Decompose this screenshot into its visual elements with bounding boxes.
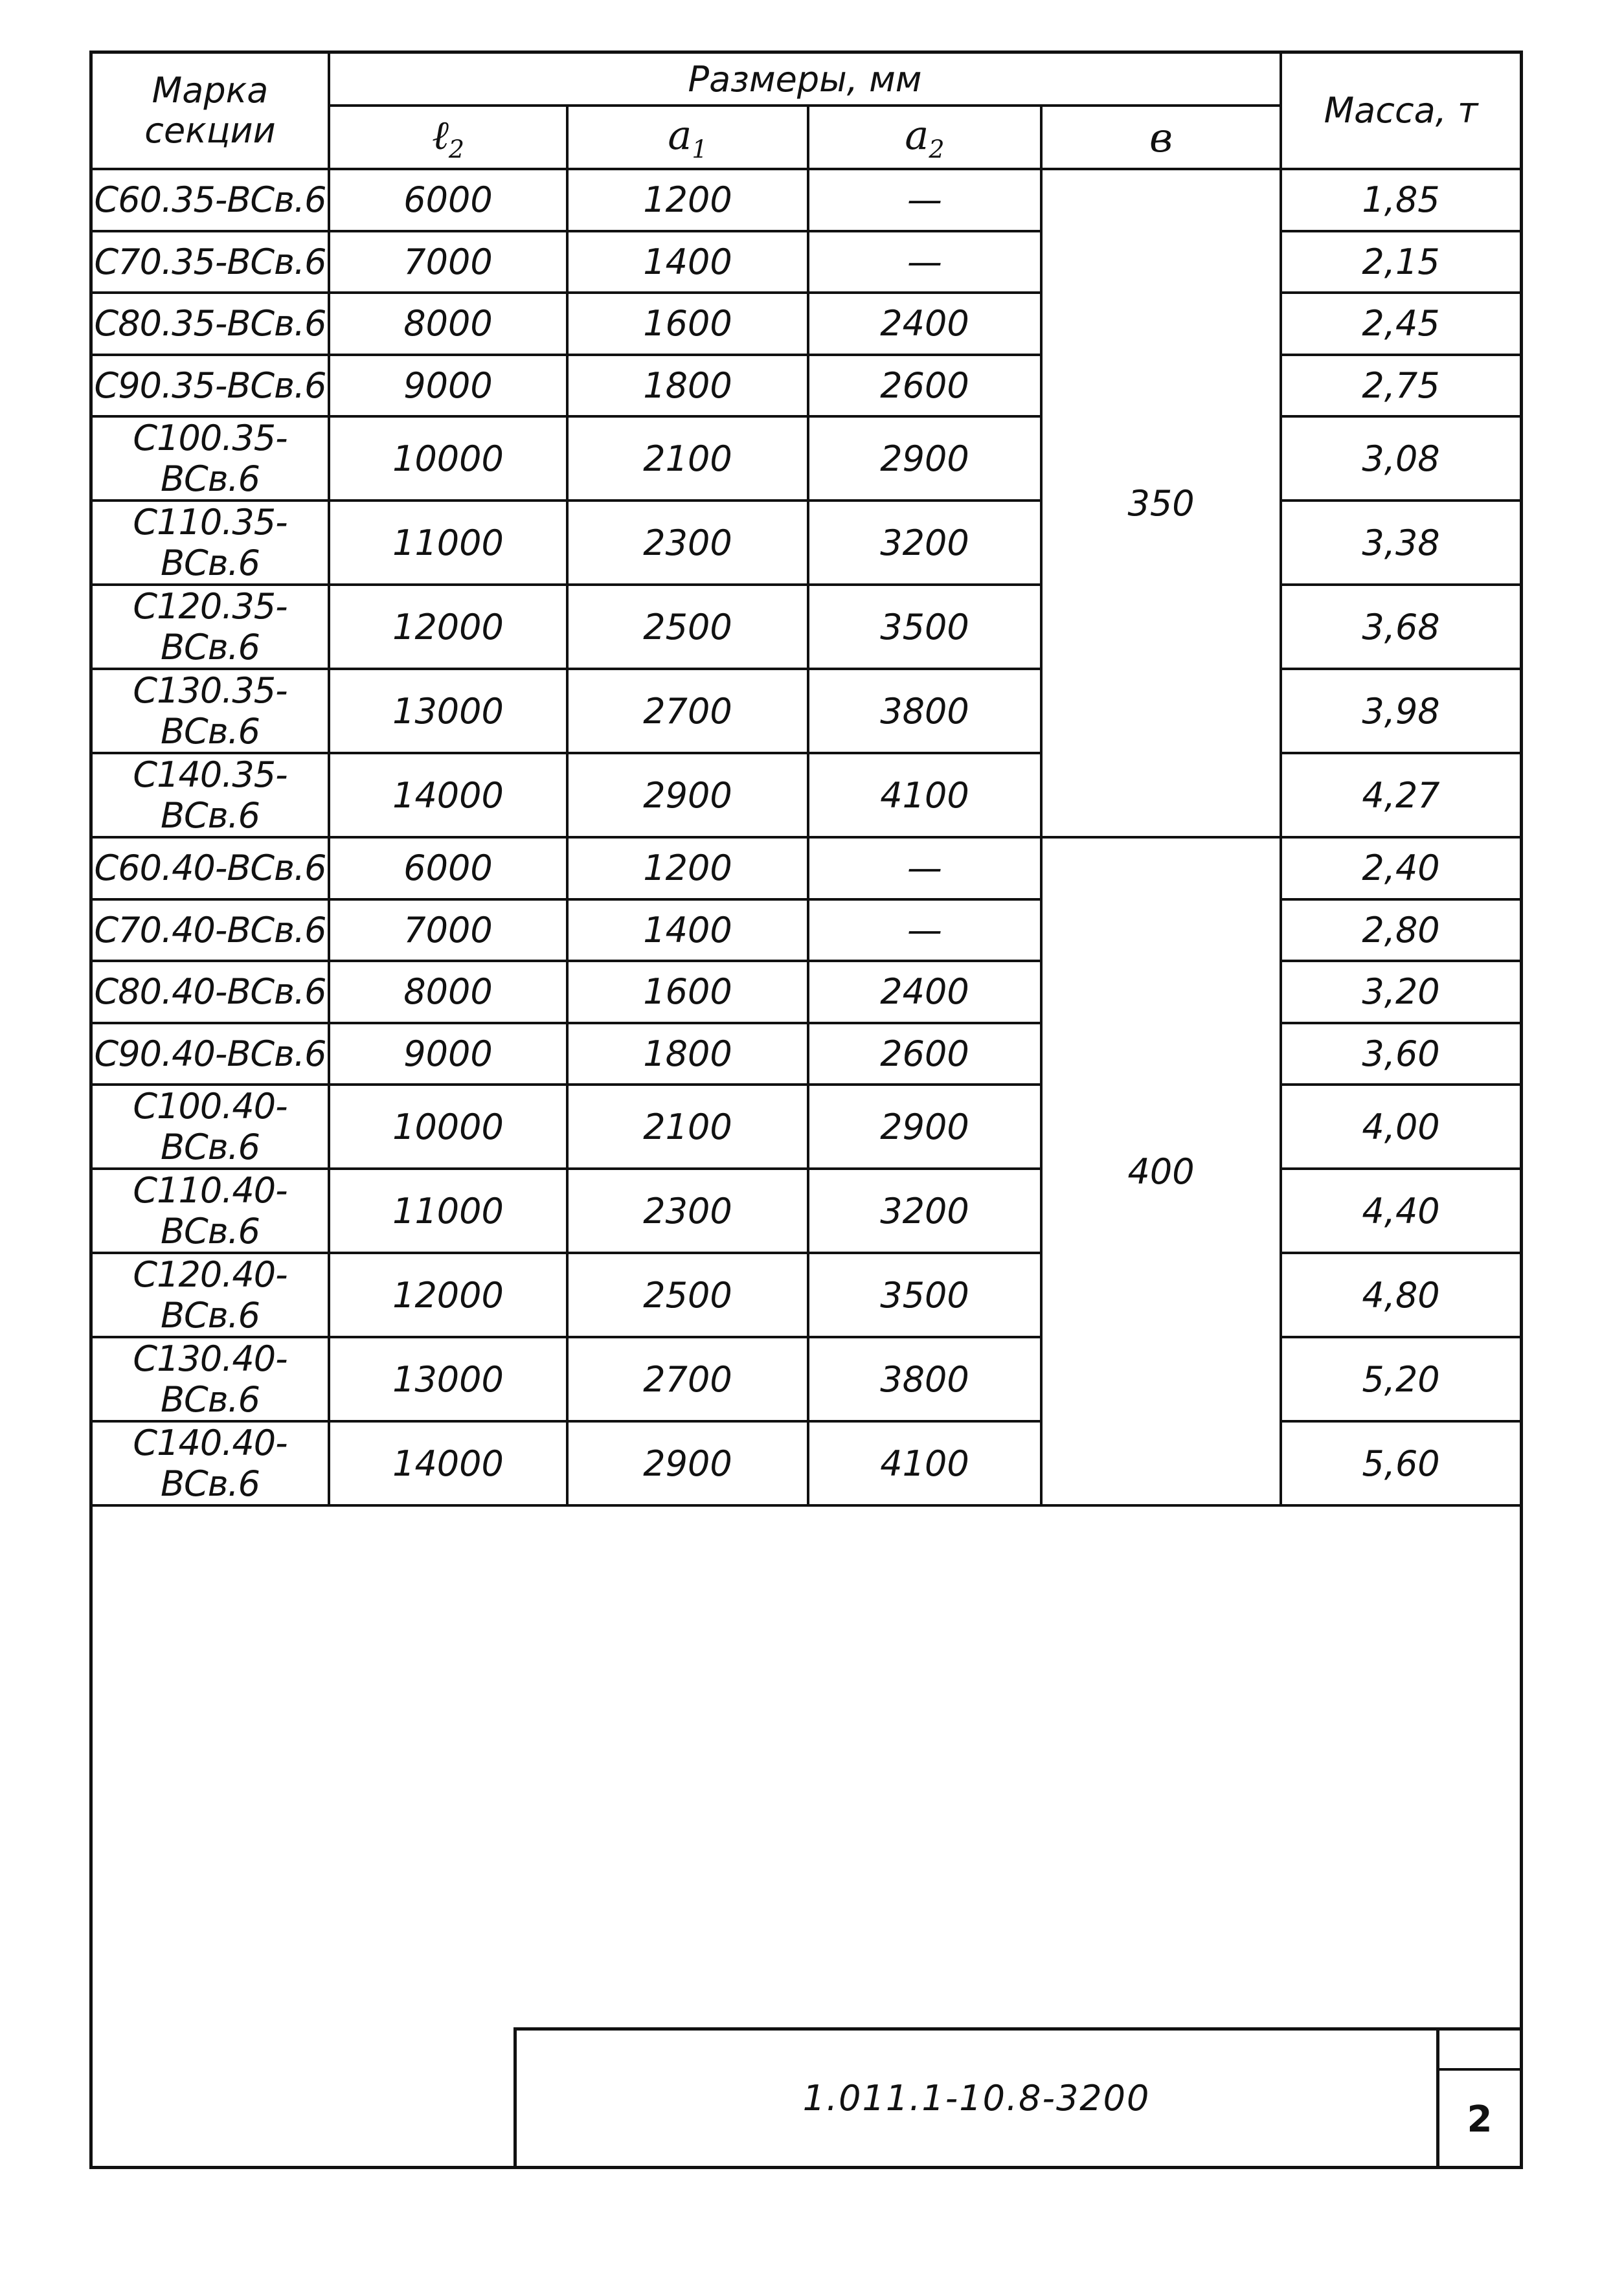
a1-cell: 2100 [567,1085,808,1169]
header-a2: $a_2$ [808,106,1041,169]
header-mass: Масса, т [1281,54,1520,169]
a1-cell: 1800 [567,355,808,417]
mass-cell: 4,80 [1281,1253,1520,1337]
l2-cell: 7000 [329,231,567,293]
section-mark-cell: С130.35-ВСв.6 [93,669,329,753]
table-row [93,416,1520,501]
section-mark-cell: С70.40-ВСв.6 [93,899,329,962]
sections-table [93,54,1520,1507]
a2-cell: 2600 [808,1023,1041,1085]
section-mark-cell: С100.40-ВСв.6 [93,1085,329,1169]
section-mark-cell: С60.40-ВСв.6 [93,837,329,899]
mass-cell: 3,08 [1281,416,1520,501]
mass-cell: 2,15 [1281,231,1520,293]
width-b-cell: 350 [1041,169,1281,837]
a1-cell: 2500 [567,1253,808,1337]
l2-cell: 6000 [329,169,567,231]
mass-cell: 3,68 [1281,585,1520,669]
a1-cell: 1200 [567,169,808,231]
section-mark-cell: С140.35-ВСв.6 [93,753,329,837]
a2-cell: 2600 [808,355,1041,417]
a2-cell: 3200 [808,501,1041,585]
l2-cell: 11000 [329,501,567,585]
l2-cell: 10000 [329,416,567,501]
a1-cell: 2100 [567,416,808,501]
header-a1: $a_1$ [567,106,808,169]
mass-cell: 3,38 [1281,501,1520,585]
section-mark-cell: С90.35-ВСв.6 [93,355,329,417]
a1-cell: 1400 [567,231,808,293]
a2-cell: 3800 [808,669,1041,753]
a2-cell: — [808,899,1041,962]
table-row [93,1085,1520,1169]
l2-cell: 12000 [329,585,567,669]
l2-cell: 8000 [329,293,567,355]
section-mark-cell: С80.40-ВСв.6 [93,961,329,1023]
table-row [93,899,1520,962]
mass-cell: 2,80 [1281,899,1520,962]
a1-cell: 1600 [567,293,808,355]
mass-cell: 4,27 [1281,753,1520,837]
mass-cell: 4,40 [1281,1169,1520,1253]
table-row [93,501,1520,585]
a2-cell: 2900 [808,416,1041,501]
l2-cell: 9000 [329,1023,567,1085]
mass-cell: 3,98 [1281,669,1520,753]
a1-cell: 2700 [567,669,808,753]
section-mark-cell: С80.35-ВСв.6 [93,293,329,355]
mass-cell: 4,00 [1281,1085,1520,1169]
table-row [93,1421,1520,1505]
a2-cell: — [808,169,1041,231]
header-b: в [1041,106,1281,169]
a2-cell: 3500 [808,585,1041,669]
table-row [93,169,1520,231]
l2-cell: 8000 [329,961,567,1023]
a2-cell: 2400 [808,293,1041,355]
l2-cell: 11000 [329,1169,567,1253]
a2-cell: 4100 [808,753,1041,837]
title-block [513,2027,1520,2166]
section-mark-cell: С130.40-ВСв.6 [93,1337,329,1421]
table-row [93,1337,1520,1421]
width-b-cell: 400 [1041,837,1281,1505]
a1-cell: 2900 [567,753,808,837]
a1-cell: 1200 [567,837,808,899]
section-mark-cell: С90.40-ВСв.6 [93,1023,329,1085]
mass-cell: 2,75 [1281,355,1520,417]
a2-cell: 3800 [808,1337,1041,1421]
a1-cell: 1600 [567,961,808,1023]
table-row [93,961,1520,1023]
sheet-number-box [1436,2031,1520,2166]
mass-cell: 1,85 [1281,169,1520,231]
l2-cell: 13000 [329,669,567,753]
section-mark-cell: С140.40-ВСв.6 [93,1421,329,1505]
a1-cell: 1400 [567,899,808,962]
sheet-label-cell [1439,2031,1520,2071]
l2-cell: 10000 [329,1085,567,1169]
table-row [93,355,1520,417]
a2-cell: 2900 [808,1085,1041,1169]
table-row [93,1253,1520,1337]
drawing-sheet [89,51,1523,2169]
l2-cell: 6000 [329,837,567,899]
a2-cell: — [808,231,1041,293]
a2-cell: 3200 [808,1169,1041,1253]
table-row [93,293,1520,355]
a1-cell: 2700 [567,1337,808,1421]
header-l2: ℓ$_2$ [329,106,567,169]
mass-cell: 2,40 [1281,837,1520,899]
section-mark-cell: С120.35-ВСв.6 [93,585,329,669]
table-row [93,669,1520,753]
table-row [93,1169,1520,1253]
l2-cell: 9000 [329,355,567,417]
a1-cell: 2300 [567,1169,808,1253]
table-row [93,1023,1520,1085]
a1-cell: 2900 [567,1421,808,1505]
mass-cell: 5,60 [1281,1421,1520,1505]
header-dimensions: Размеры, мм [329,54,1281,106]
a2-cell: 3500 [808,1253,1041,1337]
section-mark-cell: С100.35-ВСв.6 [93,416,329,501]
section-mark-cell: С60.35-ВСв.6 [93,169,329,231]
section-mark-cell: С110.40-ВСв.6 [93,1169,329,1253]
a1-cell: 2500 [567,585,808,669]
table-row [93,231,1520,293]
l2-cell: 7000 [329,899,567,962]
table-row [93,753,1520,837]
a1-cell: 2300 [567,501,808,585]
header-mark: Марка секции [93,54,329,169]
a1-cell: 1800 [567,1023,808,1085]
mass-cell: 5,20 [1281,1337,1520,1421]
a2-cell: 2400 [808,961,1041,1023]
section-mark-cell: С120.40-ВСв.6 [93,1253,329,1337]
section-mark-cell: С70.35-ВСв.6 [93,231,329,293]
a2-cell: 4100 [808,1421,1041,1505]
l2-cell: 14000 [329,753,567,837]
document-code: 1.011.1-10.8-3200 [802,2078,1151,2119]
mass-cell: 2,45 [1281,293,1520,355]
table-row [93,837,1520,899]
l2-cell: 12000 [329,1253,567,1337]
table-row [93,585,1520,669]
a2-cell: — [808,837,1041,899]
section-mark-cell: С110.35-ВСв.6 [93,501,329,585]
mass-cell: 3,20 [1281,961,1520,1023]
l2-cell: 14000 [329,1421,567,1505]
l2-cell: 13000 [329,1337,567,1421]
page-number: 2 [1467,2098,1493,2141]
mass-cell: 3,60 [1281,1023,1520,1085]
